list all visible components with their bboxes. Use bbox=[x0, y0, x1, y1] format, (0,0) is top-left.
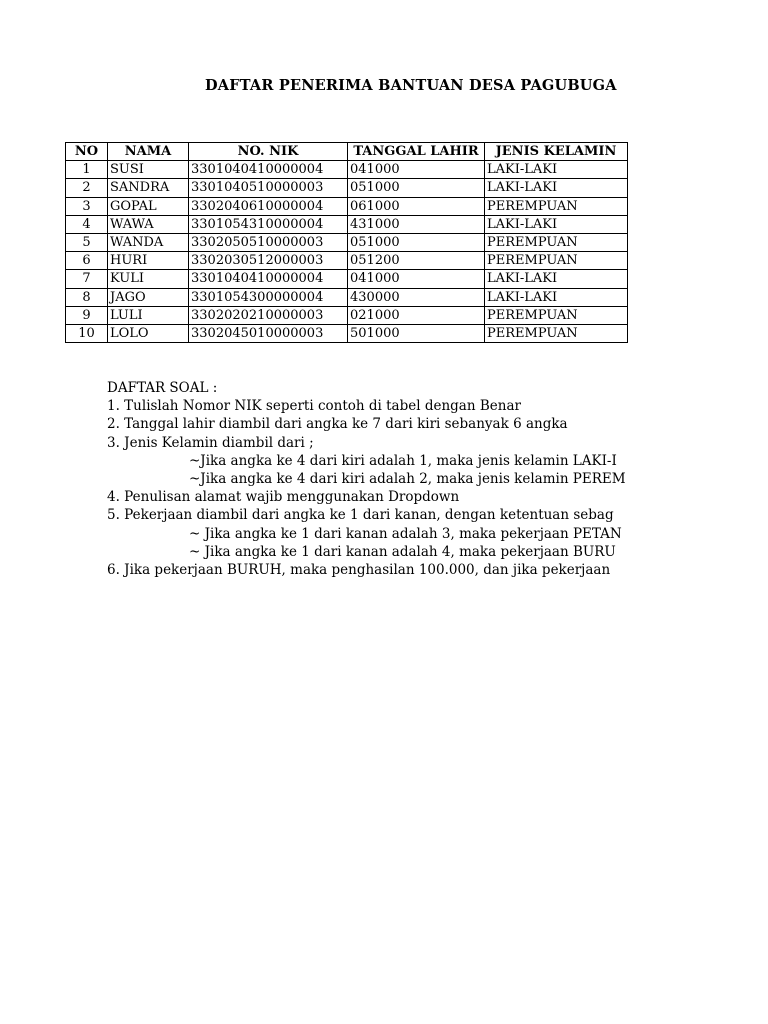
table-row bbox=[66, 233, 628, 251]
cell-nik: 3301040410000004 bbox=[189, 270, 348, 288]
question-item: 6. Jika pekerjaan BURUH, maka penghasilan 100.000, dan jika pekerjaan bbox=[107, 562, 611, 579]
question-item: 5. Pekerjaan diambil dari angka ke 1 dari kanan, dengan ketentuan sebag bbox=[107, 507, 614, 524]
cell-tanggal-lahir: 431000 bbox=[348, 215, 485, 233]
question-item: 2. Tanggal lahir diambil dari angka ke 7 dari kiri sebanyak 6 angka bbox=[107, 416, 568, 433]
cell-no: 1 bbox=[66, 161, 108, 179]
table-row bbox=[66, 215, 628, 233]
cell-no: 6 bbox=[66, 252, 108, 270]
cell-nama: KULI bbox=[108, 270, 189, 288]
question-heading: DAFTAR SOAL : bbox=[107, 380, 218, 396]
cell-nama: SANDRA bbox=[108, 179, 189, 197]
header-nama: NAMA bbox=[108, 143, 189, 161]
cell-jenis-kelamin: PEREMPUAN bbox=[485, 197, 628, 215]
cell-nama: WAWA bbox=[108, 215, 189, 233]
cell-no: 8 bbox=[66, 288, 108, 306]
cell-nama: GOPAL bbox=[108, 197, 189, 215]
header-no: NO bbox=[66, 143, 108, 161]
header-nik: NO. NIK bbox=[189, 143, 348, 161]
cell-tanggal-lahir: 051000 bbox=[348, 233, 485, 251]
cell-nik: 3302030512000003 bbox=[189, 252, 348, 270]
cell-no: 5 bbox=[66, 233, 108, 251]
question-item: 4. Penulisan alamat wajib menggunakan Dropdown bbox=[107, 489, 460, 506]
cell-jenis-kelamin: PEREMPUAN bbox=[485, 233, 628, 251]
cell-jenis-kelamin: LAKI-LAKI bbox=[485, 161, 628, 179]
question-subitem: ~ Jika angka ke 1 dari kanan adalah 4, maka pekerjaan BURU bbox=[189, 543, 616, 560]
cell-nik: 3302050510000003 bbox=[189, 233, 348, 251]
cell-nama: WANDA bbox=[108, 233, 189, 251]
cell-tanggal-lahir: 051200 bbox=[348, 252, 485, 270]
cell-nik: 3302040610000004 bbox=[189, 197, 348, 215]
cell-tanggal-lahir: 051000 bbox=[348, 179, 485, 197]
cell-tanggal-lahir: 430000 bbox=[348, 288, 485, 306]
cell-jenis-kelamin: LAKI-LAKI bbox=[485, 288, 628, 306]
cell-nama: LULI bbox=[108, 306, 189, 324]
cell-jenis-kelamin: PEREMPUAN bbox=[485, 324, 628, 342]
table-row bbox=[66, 179, 628, 197]
question-list bbox=[107, 379, 627, 579]
recipient-table bbox=[65, 142, 628, 343]
cell-tanggal-lahir: 501000 bbox=[348, 324, 485, 342]
cell-tanggal-lahir: 041000 bbox=[348, 161, 485, 179]
cell-jenis-kelamin: LAKI-LAKI bbox=[485, 270, 628, 288]
cell-nik: 3302045010000003 bbox=[189, 324, 348, 342]
table-row bbox=[66, 270, 628, 288]
cell-no: 10 bbox=[66, 324, 108, 342]
cell-nik: 3301040510000003 bbox=[189, 179, 348, 197]
cell-nik: 3301054300000004 bbox=[189, 288, 348, 306]
question-item: 1. Tulislah Nomor NIK seperti contoh di tabel dengan Benar bbox=[107, 398, 521, 415]
table-row bbox=[66, 252, 628, 270]
cell-no: 3 bbox=[66, 197, 108, 215]
cell-nik: 3301054310000004 bbox=[189, 215, 348, 233]
question-subitem: ~Jika angka ke 4 dari kiri adalah 1, maka jenis kelamin LAKI-I bbox=[189, 452, 617, 469]
page-title: DAFTAR PENERIMA BANTUAN DESA PAGUBUGA bbox=[205, 77, 617, 94]
question-subitem: ~Jika angka ke 4 dari kiri adalah 2, maka jenis kelamin PEREM bbox=[189, 471, 626, 488]
question-item: 3. Jenis Kelamin diambil dari ; bbox=[107, 434, 314, 451]
cell-tanggal-lahir: 061000 bbox=[348, 197, 485, 215]
cell-no: 7 bbox=[66, 270, 108, 288]
cell-nama: SUSI bbox=[108, 161, 189, 179]
question-subitem: ~ Jika angka ke 1 dari kanan adalah 3, maka pekerjaan PETAN bbox=[189, 525, 622, 542]
table-header-row bbox=[66, 143, 628, 161]
cell-nama: HURI bbox=[108, 252, 189, 270]
table-row bbox=[66, 288, 628, 306]
cell-jenis-kelamin: LAKI-LAKI bbox=[485, 179, 628, 197]
table-row bbox=[66, 324, 628, 342]
cell-nama: JAGO bbox=[108, 288, 189, 306]
header-jenis-kelamin: JENIS KELAMIN bbox=[485, 143, 628, 161]
cell-jenis-kelamin: PEREMPUAN bbox=[485, 306, 628, 324]
cell-jenis-kelamin: PEREMPUAN bbox=[485, 252, 628, 270]
table-body bbox=[66, 161, 628, 343]
table-row bbox=[66, 161, 628, 179]
table-row bbox=[66, 197, 628, 215]
cell-no: 9 bbox=[66, 306, 108, 324]
table-row bbox=[66, 306, 628, 324]
header-tanggal-lahir: TANGGAL LAHIR bbox=[348, 143, 485, 161]
cell-jenis-kelamin: LAKI-LAKI bbox=[485, 215, 628, 233]
cell-nama: LOLO bbox=[108, 324, 189, 342]
cell-tanggal-lahir: 041000 bbox=[348, 270, 485, 288]
cell-no: 2 bbox=[66, 179, 108, 197]
cell-nik: 3301040410000004 bbox=[189, 161, 348, 179]
cell-tanggal-lahir: 021000 bbox=[348, 306, 485, 324]
cell-no: 4 bbox=[66, 215, 108, 233]
cell-nik: 3302020210000003 bbox=[189, 306, 348, 324]
